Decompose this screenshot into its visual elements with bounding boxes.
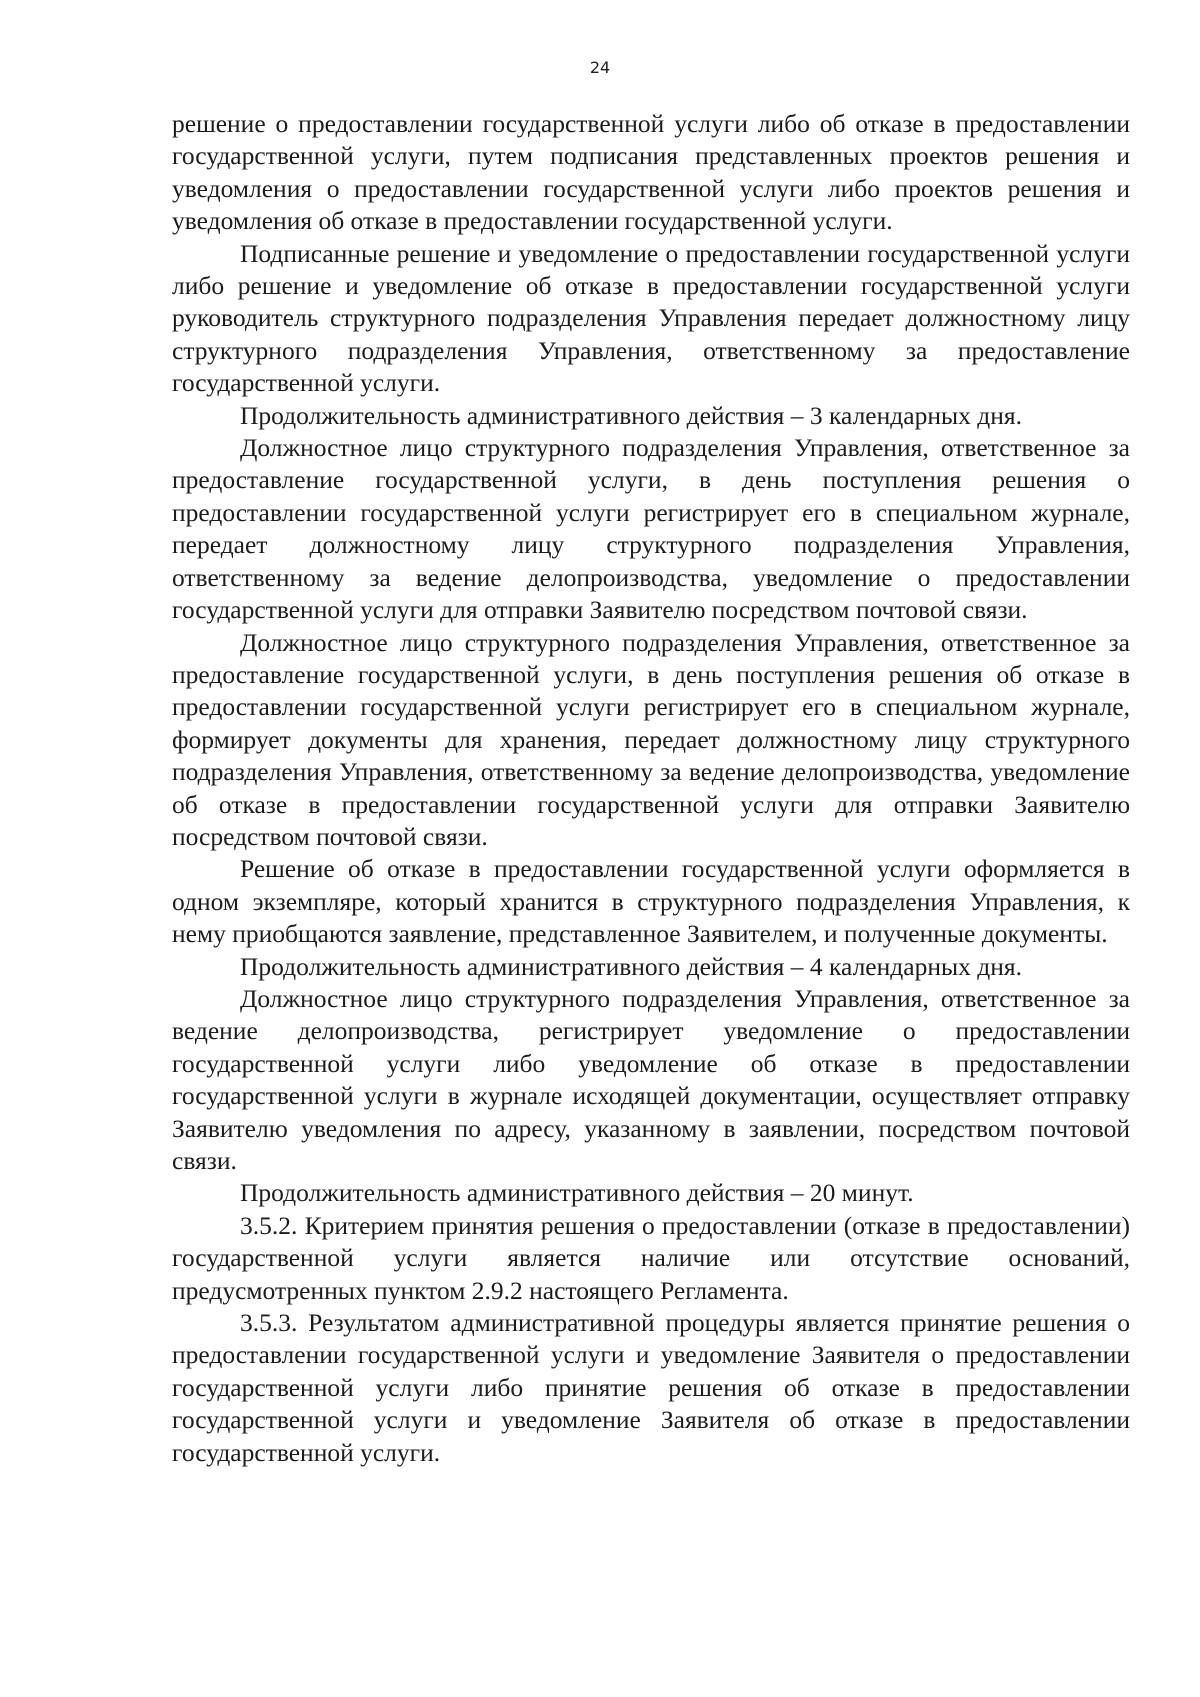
paragraph-result-3-5-3: 3.5.3. Результатом административной процедуры является принятие решения о предоставлении государственной услуги и уведомление Заявителя о предоставлении государственной услуги либо принятие решения об отказе в предоставлении государственной услуги и уведомление Заявителя об отказе в предоставлении государственной услуги. xyxy=(172,1308,1130,1467)
paragraph-signed-decision: Подписанные решение и уведомление о предоставлении государственной услуги либо решение и уведомление об отказе в предоставлении государственной услуги руководитель структурного подразделения Управления передает должностному лицу структурного подразделения Управления, ответственному за предоставление государственной услуги. xyxy=(172,238,1130,398)
paragraph-duration-3-days: Продолжительность административного действия – 3 календарных дня. xyxy=(240,400,1022,430)
paragraph-registration-refusal: Должностное лицо структурного подразделения Управления, ответственное за предоставление государственной услуги, в день поступления решения об отказе в предоставлении государственной услуги регистрирует его в специальном журнале, формирует документы для хранения, передает должностному лицу структурного подразделения Управления, ответственному за ведение делопроизводства, уведомление об отказе в предоставлении государственной услуги для отправки Заявителю посредством почтовой связи. xyxy=(172,627,1130,851)
page-number: 24 xyxy=(589,58,611,77)
paragraph-duration-20-minutes: Продолжительность административного действия – 20 минут. xyxy=(240,1178,914,1208)
paragraph-refusal-copy: Решение об отказе в предоставлении государственной услуги оформляется в одном экземпляре, который хранится в структурного подразделения Управления, к нему приобщаются заявление, представленное Заявителем, и полученные документы. xyxy=(172,854,1130,949)
paragraph-registration-approval: Должностное лицо структурного подразделения Управления, ответственное за предоставление государственной услуги, в день поступления решения о предоставлении государственной услуги регистрирует его в специальном журнале, передает должностному лицу структурного подразделения Управления, ответственному за ведение делопроизводства, уведомление о предоставлении государственной услуги для отправки Заявителю посредством почтовой связи. xyxy=(172,433,1130,625)
paragraph-duration-4-days: Продолжительность административного действия – 4 календарных дня. xyxy=(240,951,1022,981)
paragraph-records-official: Должностное лицо структурного подразделения Управления, ответственное за ведение делопроизводства, регистрирует уведомление о предоставлении государственной услуги либо уведомление об отказе в предоставлении государственной услуги в журнале исходящей документации, осуществляет отправку Заявителю уведомления по адресу, указанному в заявлении, посредством почтовой связи. xyxy=(172,983,1130,1175)
paragraph-criterion-3-5-2: 3.5.2. Критерием принятия решения о предоставлении (отказе в предоставлении) государственной услуги является наличие или отсутствие оснований, предусмотренных пунктом 2.9.2 настоящего Регламента. xyxy=(172,1210,1130,1305)
document-body xyxy=(172,108,1130,1469)
paragraph-continuation: решение о предоставлении государственной услуги либо об отказе в предоставлении государственной услуги, путем подписания представленных проектов решения и уведомления о предоставлении государственной услуги либо проектов решения и уведомления об отказе в предоставлении государственной услуги. xyxy=(172,109,1130,236)
